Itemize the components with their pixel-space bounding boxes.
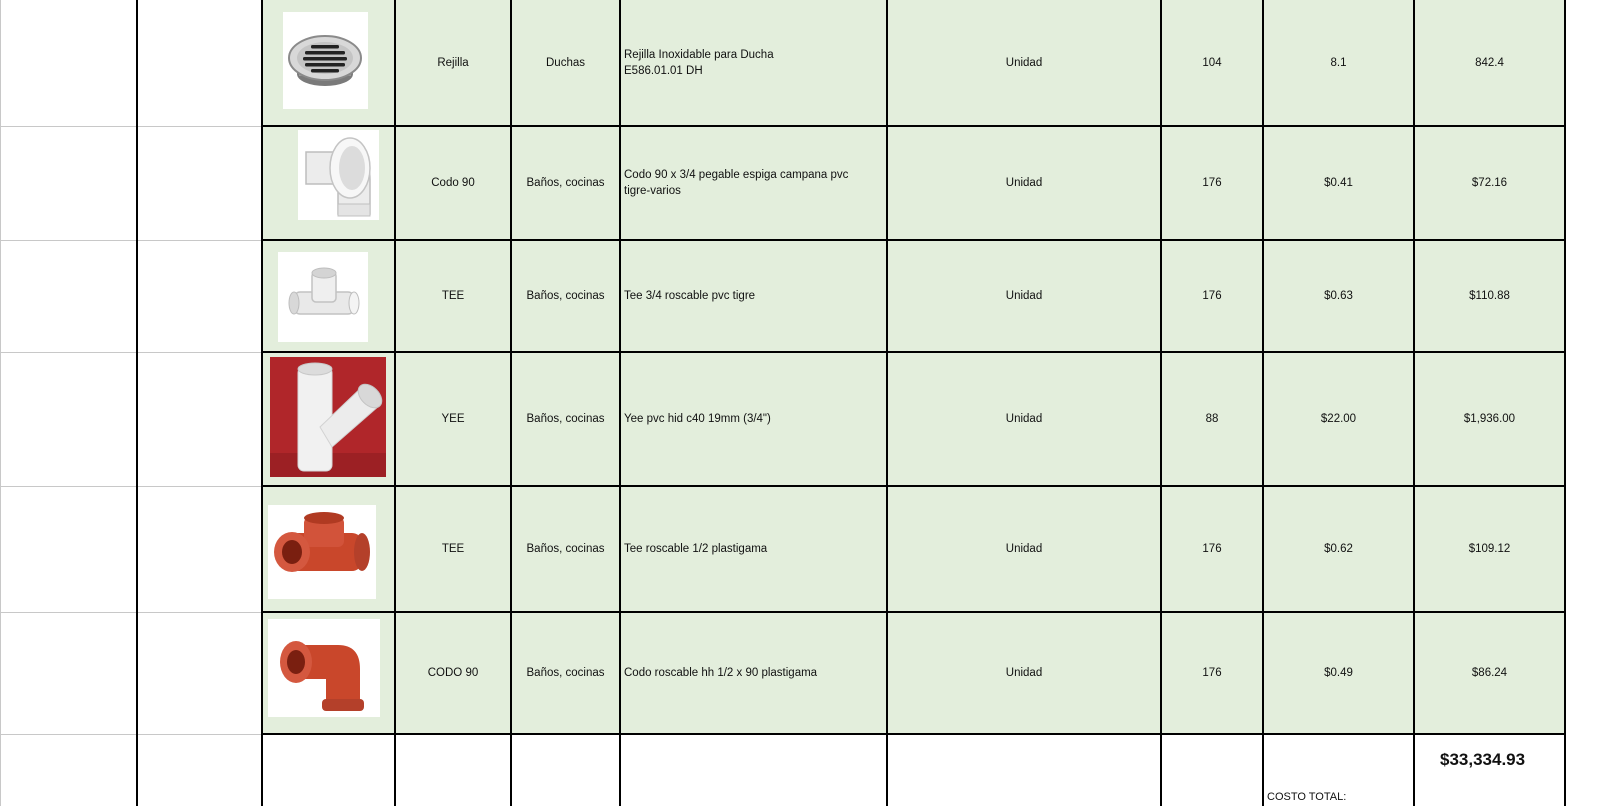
table-border-horizontal [261,611,1566,613]
pvc-tee-icon [278,252,368,342]
cell-area[interactable] [511,612,620,734]
cell-total-text: $110.88 [1469,290,1510,302]
cell-unidad-text: Unidad [1005,290,1043,302]
cell-unidad-text: Unidad [1005,57,1043,69]
costo-total-label: COSTO TOTAL: [1267,791,1347,803]
cell-descripcion-text: Rejilla Inoxidable para Ducha E586.01.01 DH [624,49,774,77]
table-row [0,352,1618,486]
cell-precio-text: $0.49 [1324,667,1353,679]
table-row [0,612,1618,734]
cell-area[interactable] [511,486,620,612]
cell-unidad-text: Unidad [1005,413,1043,425]
cell-precio-text: $0.63 [1324,290,1353,302]
cell-area[interactable] [511,240,620,352]
table-border-vertical [510,0,512,806]
threaded-elbow-icon [268,619,380,717]
cell-nombre-text: Codo 90 [431,177,475,189]
cell-total[interactable] [1414,126,1565,240]
cell-precio[interactable] [1263,352,1414,486]
cell-descripcion[interactable] [620,126,887,240]
cell-total[interactable] [1414,486,1565,612]
cell-precio-text: 8.1 [1330,57,1347,69]
cell-unidad[interactable] [887,612,1161,734]
cell-cantidad-text: 176 [1202,177,1222,189]
cell-nombre[interactable] [395,126,511,240]
table-border-vertical [261,0,263,806]
table-border-horizontal [261,351,1566,353]
cell-precio[interactable] [1263,612,1414,734]
cell-descripcion-text: Tee roscable 1/2 plastigama [624,543,768,555]
cell-cantidad-text: 104 [1202,57,1222,69]
cell-unidad[interactable] [887,486,1161,612]
cell-cantidad[interactable] [1161,352,1263,486]
cell-cantidad[interactable] [1161,612,1263,734]
table-border-vertical [394,0,396,806]
table-border-vertical [886,0,888,806]
cell-descripcion[interactable] [620,352,887,486]
cell-precio[interactable] [1263,126,1414,240]
table-border-vertical [1262,0,1264,806]
cell-cantidad-text: 88 [1205,413,1219,425]
cell-descripcion[interactable] [620,0,887,126]
cell-nombre-text: TEE [441,290,465,302]
cell-total[interactable] [1414,0,1565,126]
cell-unidad[interactable] [887,0,1161,126]
table-border-horizontal [261,485,1566,487]
cell-precio-text: $22.00 [1320,413,1357,425]
table-row [0,0,1618,126]
cell-precio[interactable] [1263,240,1414,352]
cell-total-text: $109.12 [1468,543,1511,555]
shower-drain-icon [283,12,368,109]
table-border-vertical [1160,0,1162,806]
cell-nombre[interactable] [395,240,511,352]
table-row [0,126,1618,240]
cell-cantidad-text: 176 [1202,290,1222,302]
cell-nombre[interactable] [395,0,511,126]
cell-unidad[interactable] [887,240,1161,352]
cell-nombre-text: Rejilla [437,57,469,69]
cell-total-text: 842.4 [1475,57,1504,69]
cell-descripcion-text: Tee 3/4 roscable pvc tigre [624,290,756,302]
table-border-horizontal [261,239,1566,241]
cell-area-text: Baños, cocinas [526,290,605,302]
cell-nombre[interactable] [395,486,511,612]
cell-descripcion[interactable] [620,240,887,352]
cell-unidad[interactable] [887,352,1161,486]
cell-cantidad-text: 176 [1202,667,1222,679]
cell-unidad-text: Unidad [1005,177,1043,189]
cell-nombre-text: CODO 90 [427,667,479,679]
table-row [0,486,1618,612]
cell-unidad-text: Unidad [1005,543,1043,555]
cell-area-text: Duchas [546,57,585,69]
table-border-vertical [1564,0,1566,806]
cell-nombre[interactable] [395,612,511,734]
cell-cantidad[interactable] [1161,240,1263,352]
cell-area[interactable] [511,0,620,126]
cell-precio-text: $0.41 [1324,177,1353,189]
costo-total-value: $33,334.93 [1440,750,1526,769]
cell-unidad[interactable] [887,126,1161,240]
cell-total-text: $86.24 [1471,667,1508,679]
table-border-vertical [619,0,621,806]
gridline-horizontal [0,734,262,735]
table-border-horizontal [261,125,1566,127]
cell-area-text: Baños, cocinas [526,413,605,425]
cell-cantidad[interactable] [1161,486,1263,612]
cell-descripcion[interactable] [620,486,887,612]
cell-descripcion-text: Codo roscable hh 1/2 x 90 plastigama [624,667,818,679]
pvc-yee-icon [270,357,386,477]
cell-area-text: Baños, cocinas [526,543,605,555]
table-border-vertical [136,0,138,806]
cell-cantidad[interactable] [1161,126,1263,240]
threaded-tee-icon [268,505,376,599]
cell-descripcion[interactable] [620,612,887,734]
pvc-elbow-icon [298,130,379,220]
cell-descripcion-text: Yee pvc hid c40 19mm (3/4") [624,413,771,425]
cell-total[interactable] [1414,612,1565,734]
cell-precio-text: $0.62 [1324,543,1353,555]
cell-total-text: $1,936.00 [1463,413,1516,425]
cell-precio[interactable] [1263,486,1414,612]
cell-nombre[interactable] [395,352,511,486]
cell-total[interactable] [1414,240,1565,352]
cell-area[interactable] [511,352,620,486]
cell-total[interactable] [1414,352,1565,486]
table-border-horizontal [261,733,1566,735]
table-row [0,240,1618,352]
cell-unidad-text: Unidad [1005,667,1043,679]
cell-nombre-text: TEE [441,543,465,555]
cell-precio[interactable] [1263,0,1414,126]
cell-nombre-text: YEE [441,413,465,425]
table-border-vertical [1413,0,1415,806]
cell-total-text: $72.16 [1471,177,1508,189]
cell-area[interactable] [511,126,620,240]
cell-area-text: Baños, cocinas [526,667,605,679]
cell-cantidad[interactable] [1161,0,1263,126]
cell-descripcion-text: Codo 90 x 3/4 pegable espiga campana pvc tigre-varios [624,169,849,197]
cell-area-text: Baños, cocinas [526,177,605,189]
cell-cantidad-text: 176 [1202,543,1222,555]
